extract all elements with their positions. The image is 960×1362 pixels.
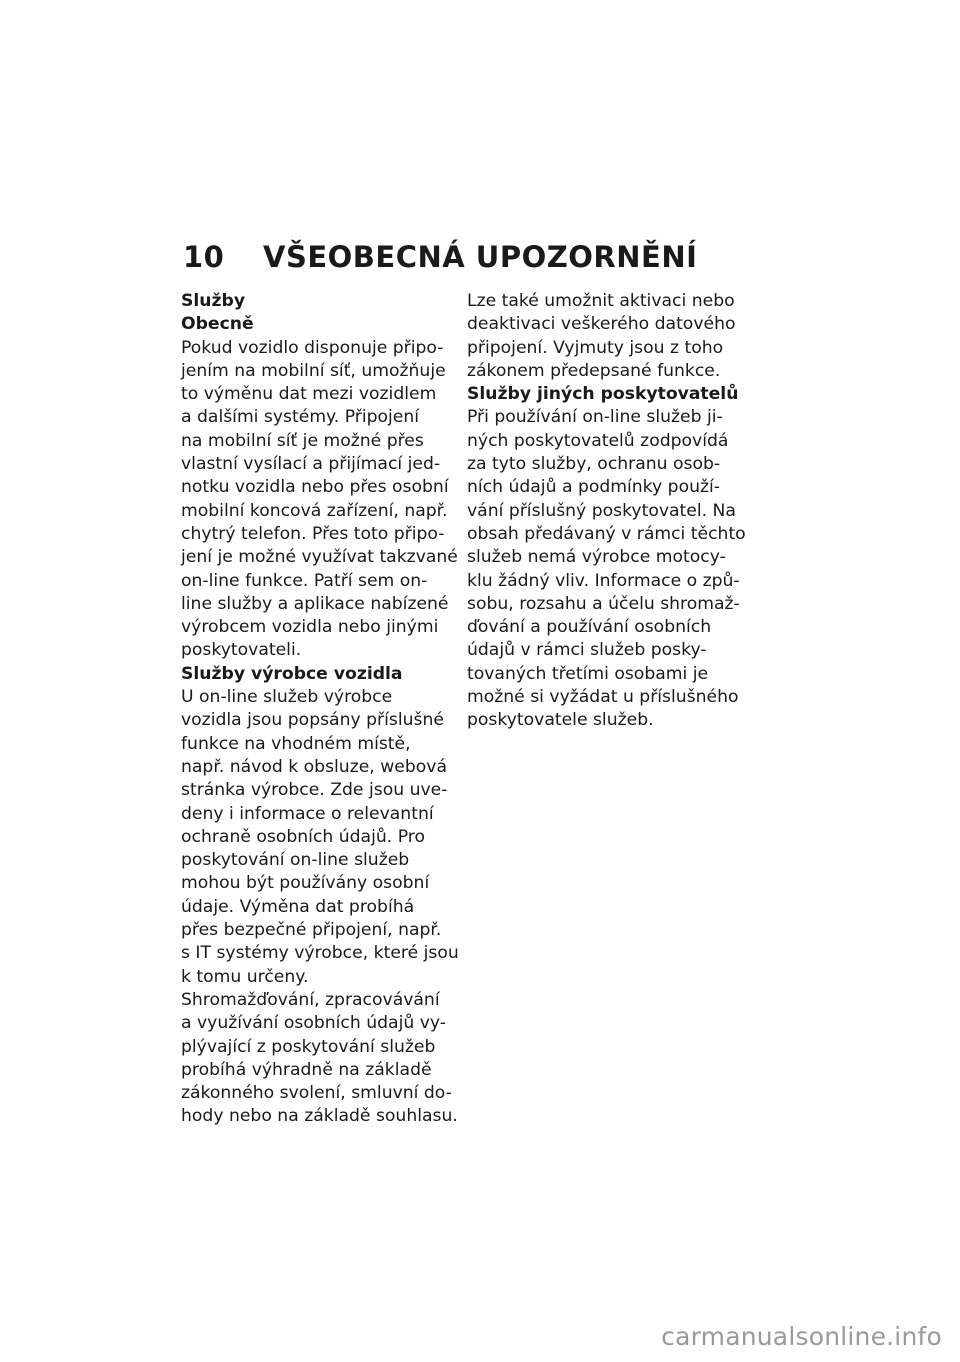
chapter-header (183, 240, 697, 274)
paragraph-sluzby-vyrobce: U on-line služeb výrobce vozidla jsou popsány příslušné funkce na vhodném místě, např. návod k obsluze, webová stránka výrobce. Zde jsou uve- deny i informace o relevantní ochraně osobních údajů. Pro poskytování on-line služeb mohou být používány osobní údaje. Výměna dat probíhá přes bezpečné připojení, např. s IT systémy výrobce, které jsou k tomu určeny. (181, 687, 459, 987)
paragraph-jinych-poskytovatelu: Při používání on-line služeb ji- ných poskytovatelů zodpovídá za tyto služby, ochranu osob- ních údajů a podmínky použí- vání příslušný poskytovatel. Na obsah předávaný v rámci těchto služeb nemá výrobce motocy- klu žádný vliv. Informace o způ- sobu, rozsahu a účelu shromaž- ďování a používání osobních údajů v rámci služeb posky- tovaných třetími osobami je možné si vyžádat u příslušného poskytovatele služeb. (467, 407, 746, 731)
watermark: carmanualsonline.info (661, 1322, 942, 1351)
paragraph-obecne: Pokud vozidlo disponuje připo- jením na mobilní síť, umožňuje to výměnu dat mezi vozidlem a dalšími systémy. Připojení na mobilní síť je možné přes vlastní vysílací a přijímací jed- notku vozidla nebo přes osobní mobilní koncová zařízení, např. chytrý telefon. Přes toto připo- jení je možné využívat takzvané on-line funkce. Patří sem on- line služby a aplikace nabízené výrobcem vozidla nebo jinými poskytovateli. (181, 337, 458, 661)
chapter-title: VŠEOBECNÁ UPOZORNĚNÍ (263, 240, 698, 274)
chapter-number: 10 (183, 240, 225, 274)
right-column (467, 290, 747, 733)
subheading-sluzby-vyrobce: Služby výrobce vozidla (181, 663, 403, 684)
subheading-obecne: Obecně (181, 314, 254, 335)
left-column (181, 290, 461, 1129)
paragraph-shromazdovani: Shromažďování, zpracovávání a využívání osobních údajů vy- plývající z poskytování služeb probíhá výhradně na základě zákonného svolení, smluvní do- hody nebo na základě souhlasu. (181, 989, 458, 1127)
paragraph-aktivace: Lze také umožnit aktivaci nebo deaktivaci veškerého datového připojení. Vyjmuty jsou z toho zákonem předepsané funkce. (467, 291, 736, 381)
subheading-jinych-poskytovatelu: Služby jiných poskytovatelů (467, 384, 739, 405)
section-heading-sluzby: Služby (181, 291, 246, 311)
